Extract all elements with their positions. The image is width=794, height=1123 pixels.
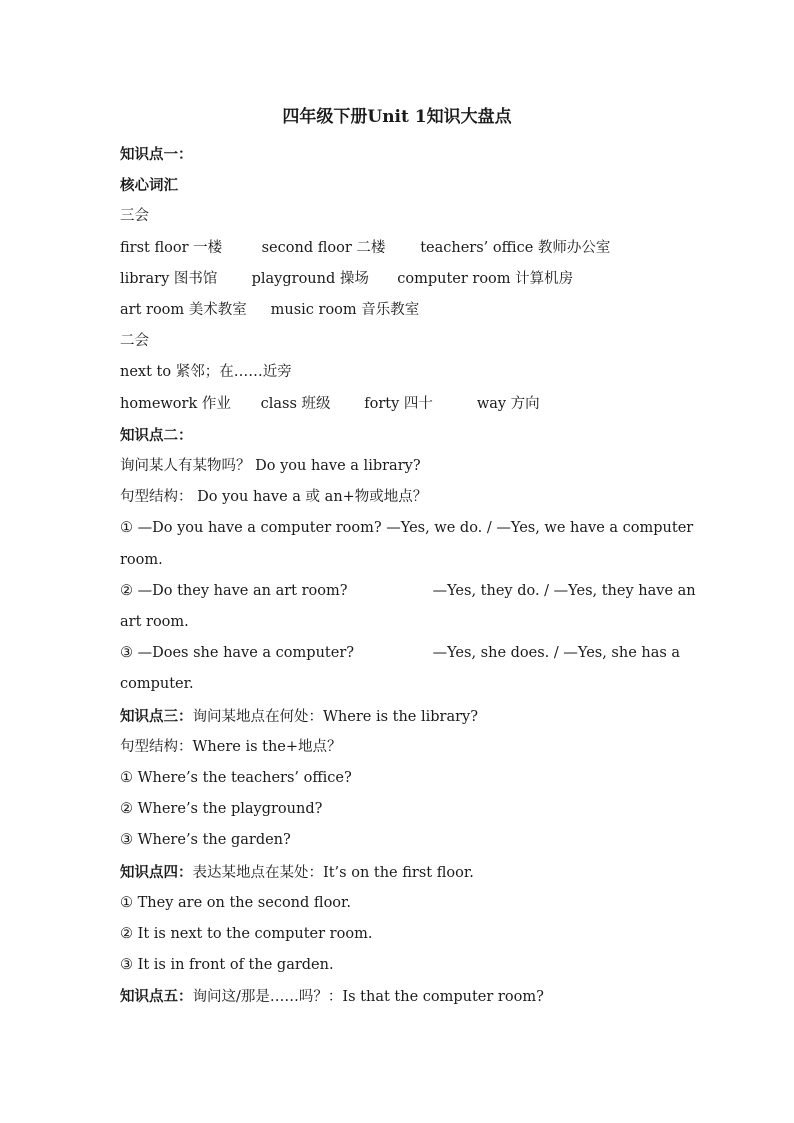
- page-title: 四年级下册Unit 1知识大盘点: [282, 107, 512, 127]
- vocab-item: music room 音乐教室: [270, 302, 420, 318]
- vocab-item: way 方向: [476, 396, 540, 412]
- vocab-item: homework 作业: [120, 396, 231, 412]
- point5-text: 询问这/那是……吗？：Is that the computer room?: [192, 989, 544, 1005]
- core-vocab-heading: 核心词汇: [120, 177, 178, 194]
- vocab-row-3: [120, 295, 680, 326]
- example-question: ③ —Does she have a computer?: [120, 645, 355, 661]
- point2-structure: 句型结构： Do you have a 或 an+物或地点？: [120, 489, 428, 505]
- point4-line: [120, 857, 680, 888]
- point4-example-3: ③ It is in front of the garden.: [120, 957, 334, 973]
- point3-line: [120, 701, 680, 732]
- level2-label: 二会: [120, 333, 149, 349]
- point2-example-1: ① —Do you have a computer room? —Yes, we do. / —Yes, we have a computer: [120, 520, 694, 536]
- vocab-row-2: [120, 264, 680, 295]
- vocab-item: playground 操场: [251, 271, 369, 287]
- point2-example-1-cont: room.: [120, 552, 163, 568]
- point4-example-1: ① They are on the second floor.: [120, 895, 351, 911]
- vocab-item: first floor 一楼: [120, 240, 223, 256]
- vocab-item: forty 四十: [364, 396, 433, 412]
- vocab-item: teachers’ office 教师办公室: [420, 240, 611, 256]
- point2-example-3: [120, 638, 680, 669]
- point2-example-2-cont: art room.: [120, 614, 189, 630]
- point4-heading: 知识点四：: [120, 864, 193, 881]
- example-answer: —Yes, she does. / —Yes, she has a: [432, 645, 681, 661]
- point2-heading: 知识点二：: [120, 427, 193, 444]
- vocab-row-5: [120, 389, 680, 420]
- point2-example-2: [120, 576, 696, 607]
- vocab-item: library 图书馆: [120, 271, 218, 287]
- point2-example-3-cont: computer.: [120, 676, 194, 692]
- vocab-item: art room 美术教室: [120, 302, 247, 318]
- point3-example-3: ③ Where’s the garden?: [120, 832, 291, 848]
- level3-label: 三会: [120, 208, 149, 224]
- point3-structure: 句型结构：Where is the+地点？: [120, 739, 342, 755]
- point3-text: 询问某地点在何处：Where is the library?: [192, 709, 479, 725]
- point2-ask-line: 询问某人有某物吗？ Do you have a library?: [120, 458, 421, 474]
- point4-example-2: ② It is next to the computer room.: [120, 926, 373, 942]
- vocab-row-1: [120, 233, 680, 264]
- point5-heading: 知识点五：: [120, 988, 193, 1005]
- vocab-item: computer room 计算机房: [397, 271, 574, 287]
- vocab-row-4: [120, 357, 680, 388]
- vocab-item: next to 紧邻；在……近旁: [120, 364, 292, 380]
- point3-example-2: ② Where’s the playground?: [120, 801, 323, 817]
- point5-line: [120, 981, 680, 1012]
- point3-heading: 知识点三：: [120, 708, 193, 725]
- point1-heading: 知识点一：: [120, 146, 193, 163]
- vocab-item: second floor 二楼: [261, 240, 386, 256]
- example-question: ② —Do they have an art room?: [120, 583, 348, 599]
- example-answer: —Yes, they do. / —Yes, they have an: [432, 583, 696, 599]
- vocab-item: class 班级: [260, 396, 331, 412]
- point3-example-1: ① Where’s the teachers’ office?: [120, 770, 352, 786]
- point4-text: 表达某地点在某处：It’s on the first floor.: [192, 865, 474, 881]
